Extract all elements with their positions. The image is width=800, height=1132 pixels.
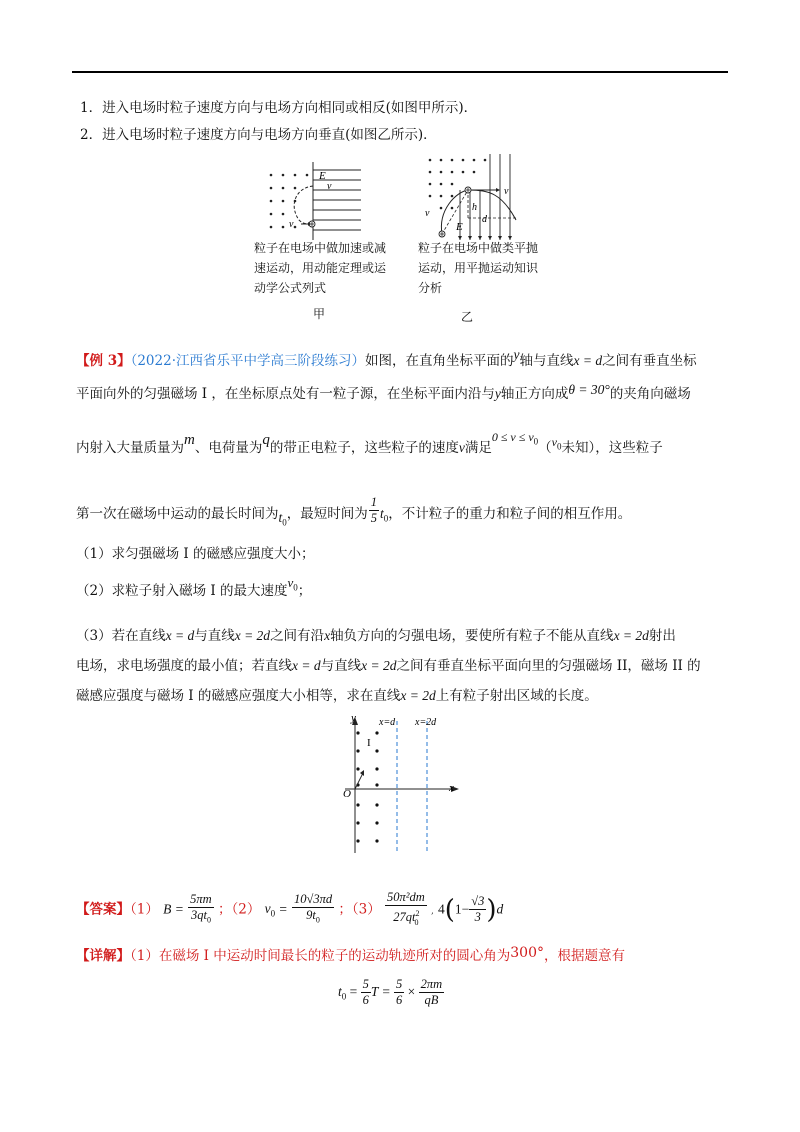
coord-label-y: y bbox=[351, 713, 356, 724]
yi-label-E: E bbox=[456, 221, 463, 233]
yi-label-h: h bbox=[472, 202, 477, 213]
coord-label-xd: x=d bbox=[379, 717, 396, 728]
intro-item-1: 1．进入电场时粒子速度方向与电场方向相同或相反(如图甲所示)． bbox=[80, 100, 478, 116]
answer-line: 【答案】（1） B = $\frac{5\pi m}{3qt_0}$ ；（2） $v_0$ = $\frac{10√3\pi d}{9t_0}$ ；（3） $\frac{\text{50π²dm}}{27qt^2_0}$ , 4(1− $\frac{√3}{3}$ )d bbox=[76, 890, 504, 927]
figure-jia-label: 甲 bbox=[313, 307, 326, 321]
intro-item-2: 2．进入电场时粒子速度方向与电场方向垂直(如图乙所示)． bbox=[80, 127, 437, 143]
coord-label-I: I bbox=[367, 737, 371, 749]
question-3-line-2: 电场，求电场强度的最小值；若直线x = d与直线x = 2d之间有垂直坐标平面向里的匀强磁场 II，磁场 II 的 bbox=[76, 658, 701, 674]
top-rule bbox=[72, 71, 728, 73]
answer-tag: 【答案】 bbox=[76, 901, 130, 918]
example-line-2: 平面向外的匀强磁场 I ，在坐标原点处有一粒子源，在坐标平面内沿与y轴正方向成θ = 30°的夹角向磁场 bbox=[76, 382, 691, 402]
coord-label-x: x bbox=[449, 782, 454, 794]
detail-line: 【详解】（1）在磁场 I 中运动时间最长的粒子的运动轨迹所对的圆心角为300°，根据题意有 bbox=[76, 945, 625, 964]
example-source: （2022·江西省乐平中学高三阶段练习） bbox=[130, 353, 365, 369]
example-line-4: 第一次在磁场中运动的最长时间为$t_0$，最短时间为 $\frac{1}{5}$ $t_0$，不计粒子的重力和粒子间的相互作用。 bbox=[76, 495, 632, 528]
yi-label-d: d bbox=[482, 214, 487, 225]
coord-label-O: O bbox=[343, 788, 351, 800]
figure-yi-label: 乙 bbox=[461, 310, 474, 324]
question-1: （1）求匀强磁场 I 的磁感应强度大小； bbox=[76, 546, 315, 562]
coord-label-x2d: x=2d bbox=[415, 717, 437, 728]
yi-label-v2: v bbox=[425, 208, 430, 219]
detail-equation: $t_0$ = $\frac{5}{6}$ T = $\frac{5}{6}$ × $\frac{2\pi m}{qB}$ bbox=[338, 977, 443, 1007]
yi-label-v1: v bbox=[504, 186, 509, 197]
figure-jia-diagram bbox=[255, 160, 365, 242]
figure-yi-diagram bbox=[420, 150, 526, 242]
figure-yi-caption: 粒子在电场中做类平抛 运动，用平抛运动知识 分析 bbox=[418, 241, 539, 295]
jia-label-v1: v bbox=[327, 181, 332, 192]
coordinate-figure bbox=[335, 713, 465, 858]
example-tag: 【例 3】 bbox=[76, 353, 131, 369]
jia-label-v2: v bbox=[289, 219, 294, 230]
question-3-line-3: 磁感应强度与磁场 I 的磁感应强度大小相等，求在直线x = 2d上有粒子射出区域的长度。 bbox=[76, 688, 598, 704]
detail-tag: 【详解】 bbox=[76, 948, 130, 964]
example-line-3: 内射入大量质量为m、电荷量为q的带正电粒子，这些粒子的速度v满足$0 \le v \le v_0(v_0$未知），这些粒子 bbox=[76, 430, 663, 456]
question-3-line-1: （3）若在直线x = d与直线x = 2d之间有沿x轴负方向的匀强电场，要使所有粒子不能从直线x = 2d射出 bbox=[76, 628, 676, 644]
example-line-1: 【例 3】（2022·江西省乐平中学高三阶段练习）如图，在直角坐标平面的y轴与直线x = d之间有垂直坐标 bbox=[76, 347, 697, 369]
figure-jia-caption: 粒子在电场中做加速或减 速运动，用动能定理或运 动学公式列式 bbox=[254, 241, 387, 295]
question-2: （2）求粒子射入磁场 I 的最大速度$v_0$； bbox=[76, 575, 312, 599]
jia-label-E: E bbox=[319, 170, 326, 182]
